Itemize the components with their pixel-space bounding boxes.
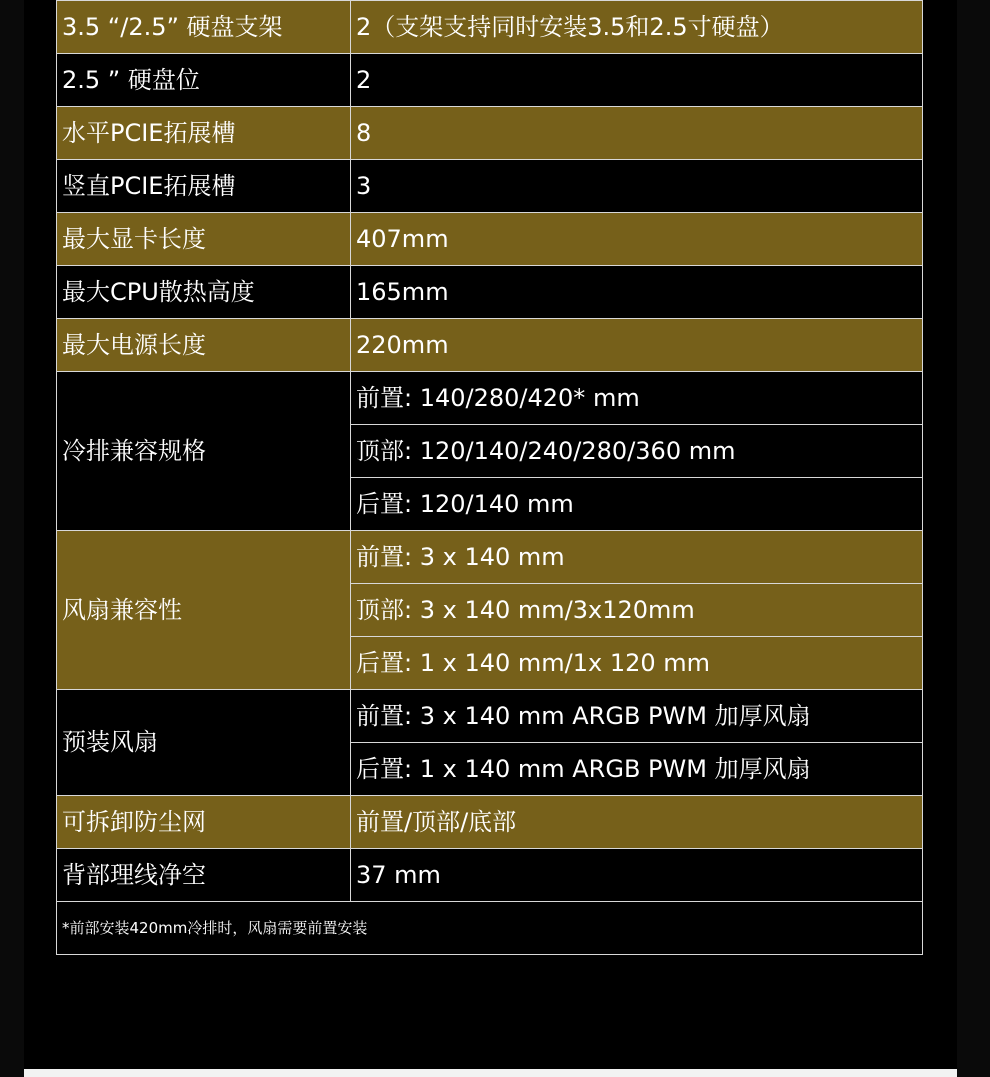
spec-value: 前置: 140/280/420* mm (351, 372, 923, 425)
spec-label-max-psu-length: 最大电源长度 (57, 319, 351, 372)
table-row (57, 54, 923, 107)
spec-value: 220mm (351, 319, 923, 372)
table-row (57, 266, 923, 319)
table-row (57, 796, 923, 849)
spec-value: 3 (351, 160, 923, 213)
spec-value: 顶部: 3 x 140 mm/3x120mm (351, 584, 923, 637)
spec-label-vertical-pcie: 竖直PCIE拓展槽 (57, 160, 351, 213)
table-row (57, 690, 923, 743)
footnote-row (57, 902, 923, 955)
spec-value: 后置: 120/140 mm (351, 478, 923, 531)
spec-value: 2（支架支持同时安装3.5和2.5寸硬盘） (351, 1, 923, 54)
spec-label-max-cpu-cooler-height: 最大CPU散热高度 (57, 266, 351, 319)
spec-value: 407mm (351, 213, 923, 266)
footnote: *前部安装420mm冷排时，风扇需要前置安装 (57, 902, 923, 955)
spec-value: 165mm (351, 266, 923, 319)
spec-value: 后置: 1 x 140 mm/1x 120 mm (351, 637, 923, 690)
spec-value: 37 mm (351, 849, 923, 902)
table-row (57, 107, 923, 160)
spec-value: 前置/顶部/底部 (351, 796, 923, 849)
table-row (57, 1, 923, 54)
spec-table (56, 0, 923, 955)
spec-value: 8 (351, 107, 923, 160)
spec-value: 前置: 3 x 140 mm (351, 531, 923, 584)
spec-label-max-gpu-length: 最大显卡长度 (57, 213, 351, 266)
spec-label-25-drive-bays: 2.5 ” 硬盘位 (57, 54, 351, 107)
spec-label-radiator-support: 冷排兼容规格 (57, 372, 351, 531)
spec-value: 后置: 1 x 140 mm ARGB PWM 加厚风扇 (351, 743, 923, 796)
spec-value: 前置: 3 x 140 mm ARGB PWM 加厚风扇 (351, 690, 923, 743)
spec-value: 顶部: 120/140/240/280/360 mm (351, 425, 923, 478)
spec-label-dust-filters: 可拆卸防尘网 (57, 796, 351, 849)
table-row (57, 372, 923, 425)
table-row (57, 319, 923, 372)
spec-label-cable-clearance: 背部理线净空 (57, 849, 351, 902)
table-row (57, 849, 923, 902)
spec-value: 2 (351, 54, 923, 107)
spec-label-horizontal-pcie: 水平PCIE拓展槽 (57, 107, 351, 160)
bottom-strip (24, 1069, 957, 1077)
table-row (57, 160, 923, 213)
table-row (57, 531, 923, 584)
spec-label-fan-support: 风扇兼容性 (57, 531, 351, 690)
spec-label-drive-bracket: 3.5 “/2.5” 硬盘支架 (57, 1, 351, 54)
spec-label-preinstalled-fans: 预装风扇 (57, 690, 351, 796)
table-row (57, 213, 923, 266)
